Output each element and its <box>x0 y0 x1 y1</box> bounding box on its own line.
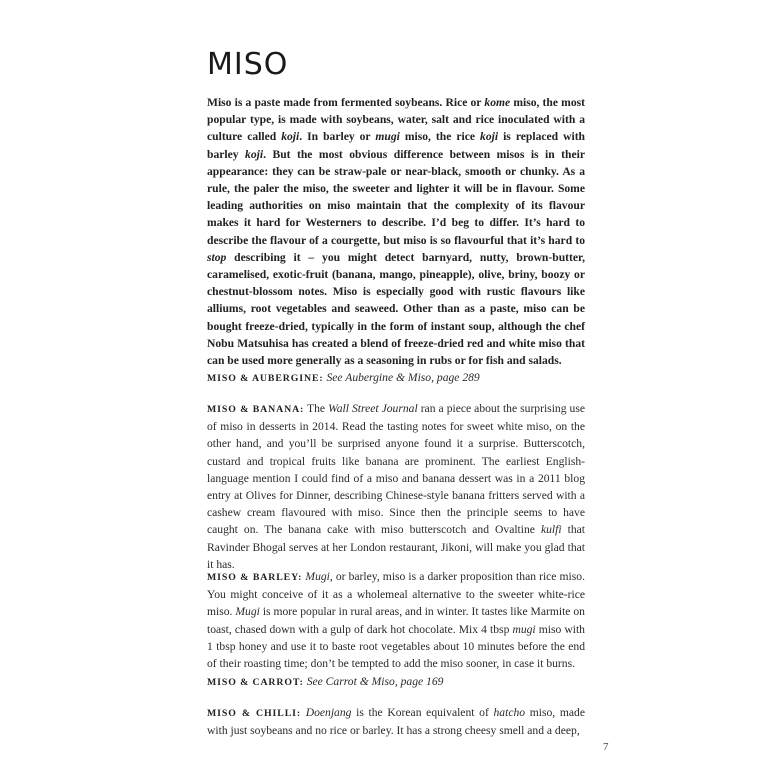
entry-text: The <box>307 402 329 415</box>
page-number: 7 <box>603 741 609 753</box>
entry-italic: Doenjang <box>305 706 352 719</box>
entry-heading: MISO & BANANA: <box>207 404 305 415</box>
entry-heading: MISO & CHILLI: <box>207 708 302 719</box>
intro-italic: kome <box>484 96 511 109</box>
entry-miso-aubergine <box>207 369 585 387</box>
entry-text: is more popular in rural areas, and in winter. It tastes like Marmite on toast, chased down with a gulp of dark hot chocolate. Mix 4 tbsp <box>207 605 585 636</box>
intro-italic: koji <box>480 130 499 144</box>
entry-italic: hatcho <box>493 706 526 719</box>
intro-text: miso, the most popular type, is made with soybeans, water, salt and rice inoculated with a culture called <box>207 96 585 144</box>
cross-reference: See Aubergine & Miso, page 289 <box>326 371 480 384</box>
entry-text: that Ravinder Bhogal serves at her London restaurant, Jikoni, will make you glad that it has. <box>207 523 585 571</box>
entry-italic: kulfi <box>540 523 562 537</box>
entry-heading: MISO & BARLEY: <box>207 572 303 583</box>
intro-text: miso, the rice <box>399 130 481 144</box>
entry-italic: Mugi <box>305 570 330 583</box>
entry-text: miso, made with just soybeans and no rice or barley. It has a strong cheesy smell and a deep, <box>207 706 585 738</box>
entry-text: miso with 1 tbsp honey and use it to baste root vegetables about 10 minutes before the end of their roasting time; don’t be tempted to add the miso sooner, in case it burns. <box>207 622 585 671</box>
entry-italic: Wall Street Journal <box>328 402 418 415</box>
intro-text: is replaced with barley <box>207 130 586 161</box>
intro-italic: mugi <box>375 130 400 144</box>
entry-text: , or barley, miso is a darker proposition than rice miso. You might conceive of it as a wholemeal alternative to the sweeter white-rice miso. <box>207 570 585 619</box>
entry-heading: MISO & AUBERGINE: <box>207 373 324 384</box>
entry-miso-banana <box>207 400 585 573</box>
intro-text: describing it – you might detect barnyard, nutty, brown-butter, caramelised, exotic-fruit (banana, mango, pineapple), olive, briny, boozy or chestnut-blossom notes. Miso is especially good with rustic flavours like alliums, root vegetables and seaweed. Other than as a paste, miso can be bought freeze-dried, typically in the form of instant soup, although the chef Nobu Matsuhisa has created a blend of freeze-dried red and white miso that can be used more generally as a seasoning in rubs or for fish and salads. <box>207 250 585 368</box>
intro-text: . But the most obvious difference between misos is in their appearance: they can be straw-pale or near-black, smooth or chunky. As a rule, the paler the miso, the sweeter and lighter it will be in flavour. Some leading authorities on miso maintain that the complexity of its flavour makes it hard for Westerners to describe. I’d beg to differ. It’s hard to describe the flavour of a courgette, but miso is so flavourful that it’s hard to <box>207 147 586 247</box>
intro-italic: koji <box>281 130 300 144</box>
entry-italic: Mugi <box>235 605 260 619</box>
entry-italic: mugi <box>512 622 536 636</box>
intro-paragraph <box>207 94 585 369</box>
intro-italic: koji <box>245 147 264 161</box>
page-title: MISO <box>207 47 289 82</box>
entry-text: is the Korean equivalent of <box>351 706 494 719</box>
intro-italic: stop <box>207 250 227 264</box>
entry-miso-carrot <box>207 673 585 691</box>
cross-reference: See Carrot & Miso, page 169 <box>306 675 444 688</box>
intro-text: Miso is a paste made from fermented soybeans. Rice or <box>207 96 485 109</box>
entry-miso-chilli <box>207 704 585 739</box>
intro-text: . In barley or <box>299 130 376 144</box>
entry-miso-barley <box>207 568 585 672</box>
entry-heading: MISO & CARROT: <box>207 677 304 688</box>
entry-text: ran a piece about the surprising use of miso in desserts in 2014. Read the tasting notes for sweet white miso, on the other hand, and you’ll be surprised anyone found it a surprise. Butterscotch, custard and tropical fruits like banana are prominent. The earliest English-language mention I could find of a miso and banana dessert was in a 2011 blog entry at Olives for Dinner, describing Chinese-style banana fritters served with a cashew cream flavoured with miso. Since then the principle seems to have caught on. The banana cake with miso butterscotch and Ovaltine <box>207 402 585 537</box>
